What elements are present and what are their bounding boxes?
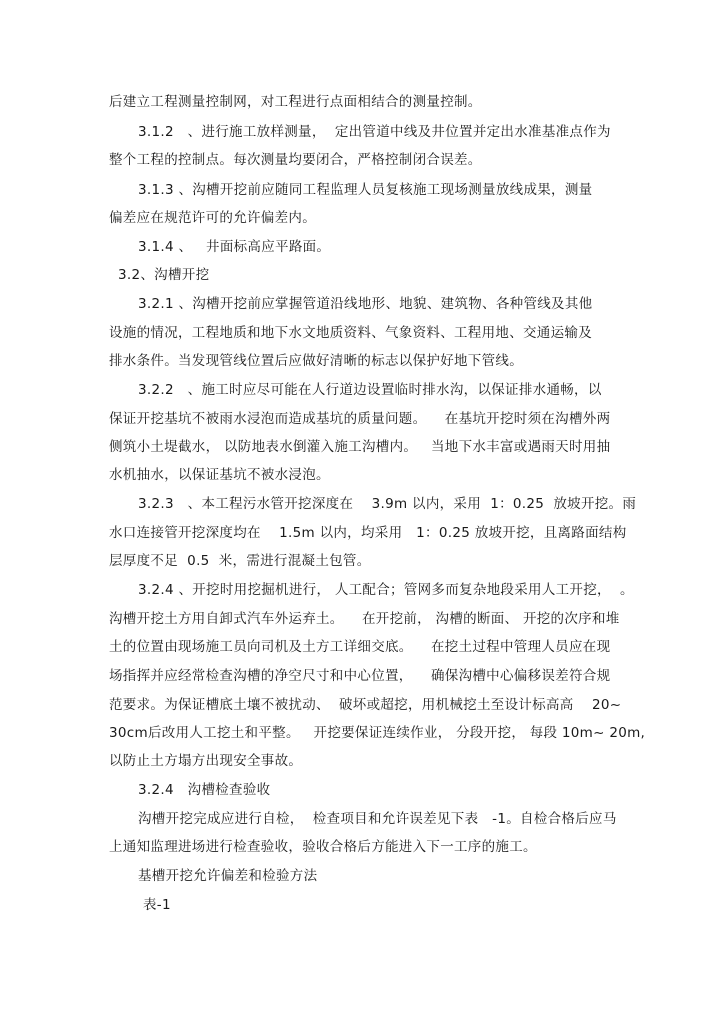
text-line: 排水条件。当发现管线位置后应做好清晰的标志以保护好地下管线。 — [109, 353, 523, 369]
text-line: 水机抽水，以保证基坑不被水浸泡。 — [109, 467, 330, 483]
text-line: 保证开挖基坑不被雨水浸泡而造成基坑的质量问题。 在基坑开挖时须在沟槽外两 — [109, 411, 611, 427]
text-line: 30cm后改用人工挖土和平整。 开挖要保证连续作业， 分段开挖， 每段 10m~ 20m, — [109, 725, 646, 741]
text-line: 范要求。为保证槽底土壤不被扰动、 破坏或超挖，用机械挖土至设计标高高 20~ — [109, 697, 622, 713]
text-line: 侧筑小土堤截水， 以防地表水倒灌入施工沟槽内。 当地下水丰富或遇雨天时用抽 — [109, 439, 611, 455]
text-line: 3.2.3 、本工程污水管开挖深度在 3.9m 以内，采用 1：0.25 放坡开挖。雨 — [138, 496, 637, 512]
section-heading: 3.2、沟槽开挖 — [118, 267, 210, 283]
text-line: 上通知监理进场进行检查验收，验收合格后方能进入下一工序的施工。 — [109, 839, 537, 855]
text-line: 整个工程的控制点。每次测量均要闭合，严格控制闭合误差。 — [109, 152, 482, 168]
text-line: 场指挥并应经常检查沟槽的净空尺寸和中心位置， 确保沟槽中心偏移误差符合规 — [109, 668, 611, 684]
text-line: 3.1.3 、沟槽开挖前应随同工程监理人员复核施工现场测量放线成果，测量 — [138, 182, 593, 198]
text-line: 偏差应在规范许可的允许偏差内。 — [109, 210, 316, 226]
text-line: 3.1.4 、 井面标高应平路面。 — [138, 239, 331, 255]
text-line: 沟槽开挖完成应进行自检， 检查项目和允许误差见下表 -1。自检合格后应马 — [138, 811, 617, 827]
text-line: 后建立工程测量控制网，对工程进行点面相结合的测量控制。 — [109, 94, 482, 110]
table-caption: 基槽开挖允许偏差和检验方法 — [138, 868, 318, 884]
text-line: 3.1.2 、进行施工放样测量， 定出管道中线及井位置并定出水准基准点作为 — [138, 124, 611, 140]
text-line: 3.2.2 、施工时应尽可能在人行道边设置临时排水沟，以保证排水通畅，以 — [138, 382, 602, 398]
text-line: 3.2.4 、开挖时用挖掘机进行， 人工配合；管网多而复杂地段采用人工开挖， 。 — [138, 582, 634, 598]
text-line: 层厚度不足 0.5 米，需进行混凝土包管。 — [109, 553, 371, 569]
text-line: 沟槽开挖土方用自卸式汽车外运弃土。 在开挖前， 沟槽的断面、 开挖的次序和堆 — [109, 611, 620, 627]
section-heading: 3.2.4 沟槽检查验收 — [138, 782, 271, 798]
text-line: 3.2.1 、沟槽开挖前应掌握管道沿线地形、地貌、建筑物、各种管线及其他 — [138, 296, 593, 312]
text-line: 水口连接管开挖深度均在 1.5m 以内，均采用 1：0.25 放坡开挖，且离路面结构 — [109, 525, 627, 541]
text-line: 土的位置由现场施工员向司机及土方工详细交底。 在挖土过程中管理人员应在现 — [109, 639, 611, 655]
table-label: 表-1 — [143, 897, 171, 913]
text-line: 以防止土方塌方出现安全事故。 — [109, 753, 303, 769]
text-line: 设施的情况，工程地质和地下水文地质资料、气象资料、工程用地、交通运输及 — [109, 325, 592, 341]
